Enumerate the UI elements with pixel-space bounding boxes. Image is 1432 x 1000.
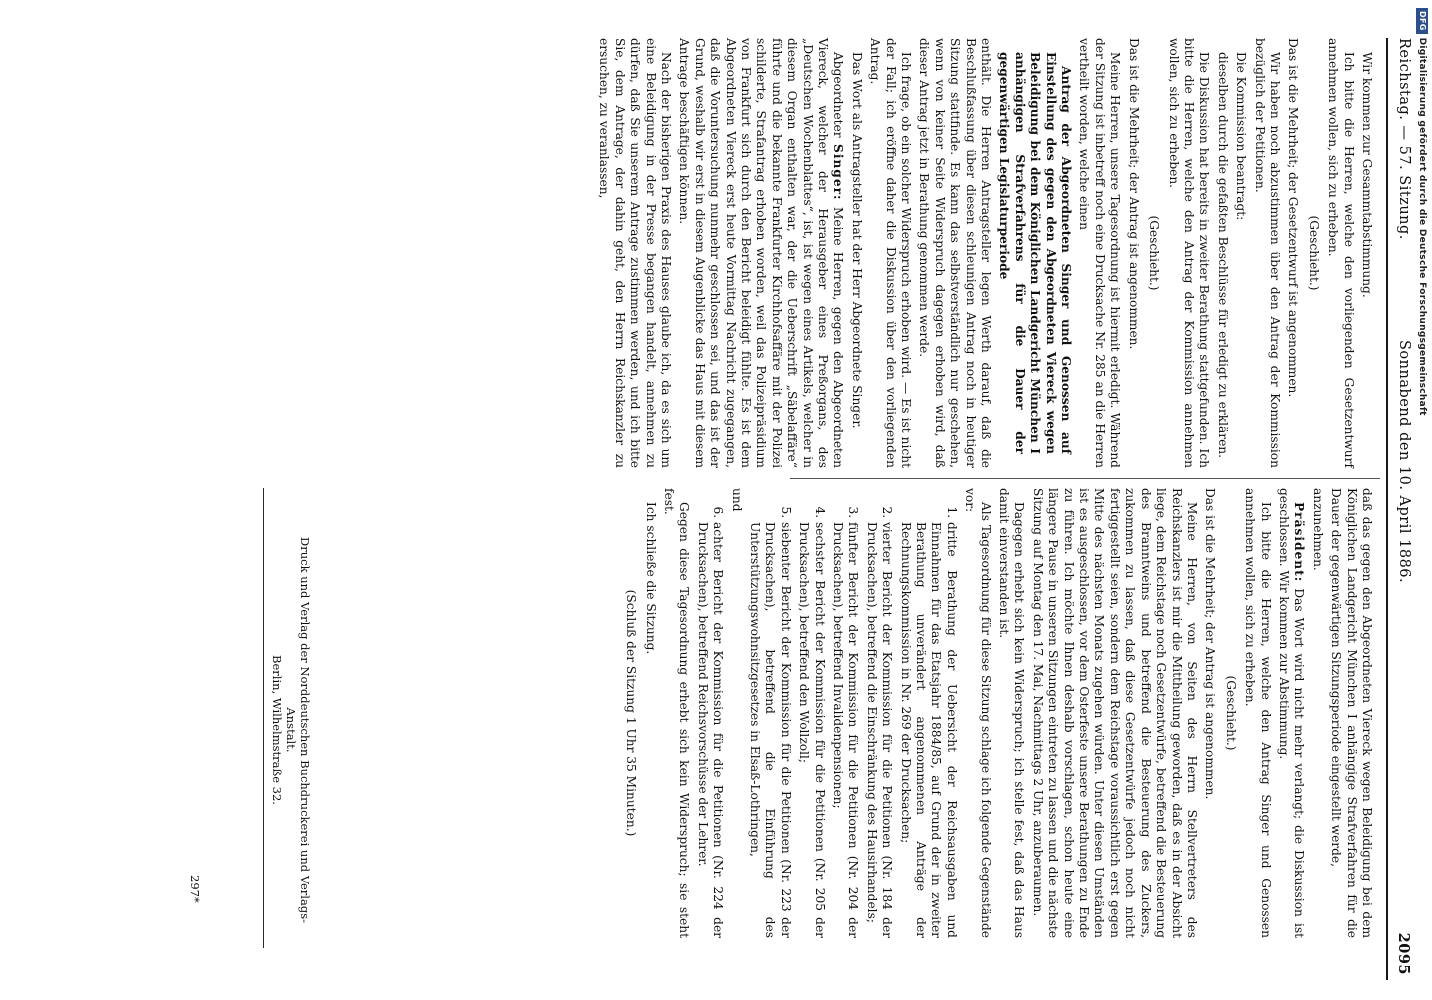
- paragraph: Ich frage, ob ein solcher Widerspruch erhoben wird. — Es ist nicht der Fall; ich eröffne daher die Diskussion über den vorliegenden Antrag.: [868, 38, 914, 468]
- paragraph: anzunehmen.: [1310, 488, 1325, 571]
- speaker-name: Singer:: [831, 144, 846, 201]
- agenda-item: 3. fünfter Bericht der Kommission für die Petitionen (Nr. 204 der Drucksachen), betreffend Invalidenpensionen;: [830, 522, 861, 938]
- paragraph: dieselben durch die gefaßten Beschlüsse für erledigt zu erklären.: [1215, 52, 1230, 459]
- agenda-list: [747, 488, 959, 938]
- paragraph: Ich bitte die Herren, welche den vorliegenden Gesetzentwurf annehmen wollen, sich zu erheben.: [1326, 38, 1356, 468]
- paragraph: daß das gegen den Abgeordneten Viereck wegen Beleidigung bei dem Königlichen Landgericht München I anhängige Strafverfahren für die Dauer der gegenwärtigen Sitzungsperiode eingestellt werde,: [1329, 488, 1374, 938]
- paragraph: Dagegen erhebt sich kein Widerspruch; ich stelle fest, daß das Haus damit einverstanden ist.: [997, 488, 1027, 938]
- stage-direction: (Geschieht.): [1147, 215, 1162, 291]
- speech: [1276, 488, 1307, 938]
- dfg-logo: DFG: [1416, 8, 1428, 34]
- footer-rule: [263, 488, 264, 948]
- stage-direction: (Schluß der Sitzung 1 Uhr 35 Minuten.): [624, 589, 639, 837]
- paragraph: Wir kommen zur Gesammtabstimmung.: [1360, 52, 1374, 298]
- sheet-number: 297*: [188, 875, 202, 903]
- paragraph: Meine Herren, von Seiten des Herrn Stellvertreters des Reichskanzlers ist mir die Mittheilung geworden, daß es in der Absicht liege, dem Reichstage noch Gesetzentwürfe, betreffend die Besteuerung des Branntweins und betreffend die Besteuerung des Zuckers, zukommen zu lassen, daß diese Gesetzentwürfe jedoch noch nicht fertiggestellt seien, sondern dem Reichstage voraussichtlich erst gegen Mitte des nächsten Monats zugehen würden. Unter diesen Umständen ist es ausgeschlossen, vor dem Osterfeste unsere Berathungen zu Ende zu führen. Ich möchte Ihnen deshalb vorschlagen, schon heute eine längere Pause in unseren Sitzungen eintreten zu lassen und die nächste Sitzung auf Montag den 17. Mai, Nachmittags 2 Uhr, anzuberaumen.: [1030, 488, 1199, 938]
- paragraph: und: [729, 488, 744, 512]
- speaker-name: Präsident:: [1292, 502, 1307, 583]
- paragraph: Das ist die Mehrheit; der Antrag ist angenommen.: [1126, 38, 1141, 350]
- paragraph: Die Kommission beantragt:: [1234, 52, 1249, 221]
- speech: [676, 38, 845, 468]
- paragraph: Das Wort als Antragsteller hat der Herr Abgeordnete Singer.: [849, 52, 864, 429]
- motion-title: Antrag der Abgeordneten Singer und Genossen auf Einstellung des gegen den Abgeordneten Viereck wegen Beleidigung bei dem Königlichen Landgericht München I anhängigen Strafverfahrens für die Dauer der gegenwärtigen Legislaturperiode: [997, 52, 1074, 454]
- printer-line-1: Druck und Verlag der Norddeutschen Buchdruckerei und Verlags-Anstalt.: [284, 537, 312, 923]
- paragraph: Wir haben noch abzustimmen über den Antrag der Kommission bezüglich der Petitionen.: [1252, 38, 1282, 468]
- paragraph: Die Diskussion hat bereits in zweiter Berathung stattgefunden. Ich bitte die Herren, welche den Antrag der Kommission annehmen wollen, sich zu erheben.: [1166, 38, 1212, 468]
- agenda-item: 2. vierter Bericht der Kommission für die Petitionen (Nr. 184 der Drucksachen), betreffend die Einschränkung des Hausirhandels;: [863, 522, 894, 938]
- stage-direction: (Geschieht.): [1306, 215, 1321, 291]
- agenda-list: [694, 488, 725, 938]
- agenda-item: 1. dritte Berathung der Uebersicht der Reichsausgaben und Einnahmen für das Etatsjahr 1884/85, auf Grund der in zweiter Berathung unverändert angenommenen Anträge der Rechnungskommission in Nr. 269 der Drucksachen;: [897, 522, 959, 938]
- digitization-credit: [1414, 8, 1430, 998]
- agenda-item: 5. siebenter Bericht der Kommission für die Petitionen (Nr. 223 der Drucksachen), betreffend die Einführung des Unterstützungswohnsitzgesetzes in Elsaß-Lothringen,: [747, 522, 793, 938]
- agenda-item: 4. sechster Bericht der Kommission für die Petitionen (Nr. 205 der Drucksachen), betreffend den Wollzoll;: [796, 522, 827, 938]
- speaker-prefix: Abgeordneter: [831, 52, 846, 138]
- speech-text: Meine Herren, gegen den Abgeordneten Viereck, welcher der Herausgeber eines Preßorgans, des „Deutschen Wochenblattes“, ist, ist wegen eines Artikels, welcher in diesem Organ enthalten war, der die Ueberschrift „Säbelaffäre“ führte und die bekannte Frankfurter Kirchhofsaffäre mit der Polizei schilderte, Strafantrag erhoben worden, weil das Polizeipräsidium von Frankfurt sich durch den Bericht beleidigt fühlte. Es ist dem Abgeordneten Viereck erst heute Vormittag Nachricht zugegangen, daß die Voruntersuchung nunmehr geschlossen sei, und das ist der Grund, weshalb wir erst in diesem Augenblicke das Haus mit diesem Antrage beschäftigen können.: [677, 38, 846, 469]
- paragraph: enthält. Die Herren Antragsteller legen Werth darauf, daß die Beschlußfassung über diesen schleunigen Antrag noch in heutiger Sitzung stattfinde. Es kann das selbstverständlich nur geschehen, wenn von keiner Seite Widerspruch dagegen erhoben wird, daß dieser Antrag jetzt in Berathung genommen werde.: [917, 38, 994, 468]
- credit-text: Digitalisierung gefördert durch die Deutsche Forschungsgemeinschaft: [1417, 37, 1427, 416]
- printer-imprint: [270, 520, 312, 940]
- running-header: [1392, 10, 1412, 975]
- paragraph: Meine Herren, unsere Tagesordnung ist hiermit erledigt. Während der Sitzung ist inbetreff noch eine Drucksache Nr. 285 an die Herren vertheilt worden, welche einen: [1077, 38, 1123, 468]
- paragraph: Als Tagesordnung für diese Sitzung schlage ich folgende Gegenstände vor:: [963, 488, 993, 939]
- paragraph: Gegen diese Tagesordnung erhebt sich kein Widerspruch; sie steht fest.: [661, 488, 692, 938]
- agenda-item: 6. achter Bericht der Kommission für die Petitionen (Nr. 224 der Drucksachen), betreffend Reichsvorschüsse der Lehrer.: [694, 522, 725, 938]
- paragraph: Ich schließe die Sitzung.: [643, 502, 658, 655]
- header-center: Sonnabend den 10. April 1886.: [1396, 340, 1412, 584]
- header-left: Reichstag. — 57. Sitzung.: [1396, 38, 1412, 240]
- paragraph: Nach der bisherigen Praxis des Hauses glaube ich, da es sich um eine Beleidigung in der Presse begangen handelt, annehmen zu dürfen, daß Sie unserem Antrage zustimmen werden, und ich bitte Sie, dem Antrage, der dahin geht, den Herrn Reichskanzler zu ersuchen, zu veranlassen,: [597, 38, 673, 468]
- paragraph: Ich bitte die Herren, welche den Antrag Singer und Genossen annehmen wollen, sich zu erheben.: [1243, 488, 1273, 938]
- right-column: [618, 488, 1374, 938]
- left-column: [593, 38, 1374, 468]
- paragraph: Das ist die Mehrheit; der Gesetzentwurf ist angenommen.: [1286, 38, 1301, 398]
- printer-line-2: Berlin, Wilhelmstraße 32.: [270, 655, 284, 805]
- stage-direction: (Geschieht.): [1223, 675, 1238, 751]
- page-number: 2095: [1395, 932, 1412, 975]
- paragraph: Das ist die Mehrheit; der Antrag ist angenommen.: [1203, 488, 1218, 800]
- speech-text: Das Wort wird nicht mehr verlangt; die Diskussion ist geschlossen. Wir kommen zur Abstimmung.: [1276, 488, 1307, 938]
- header-rule: [1386, 38, 1388, 980]
- column-divider: [790, 478, 1380, 479]
